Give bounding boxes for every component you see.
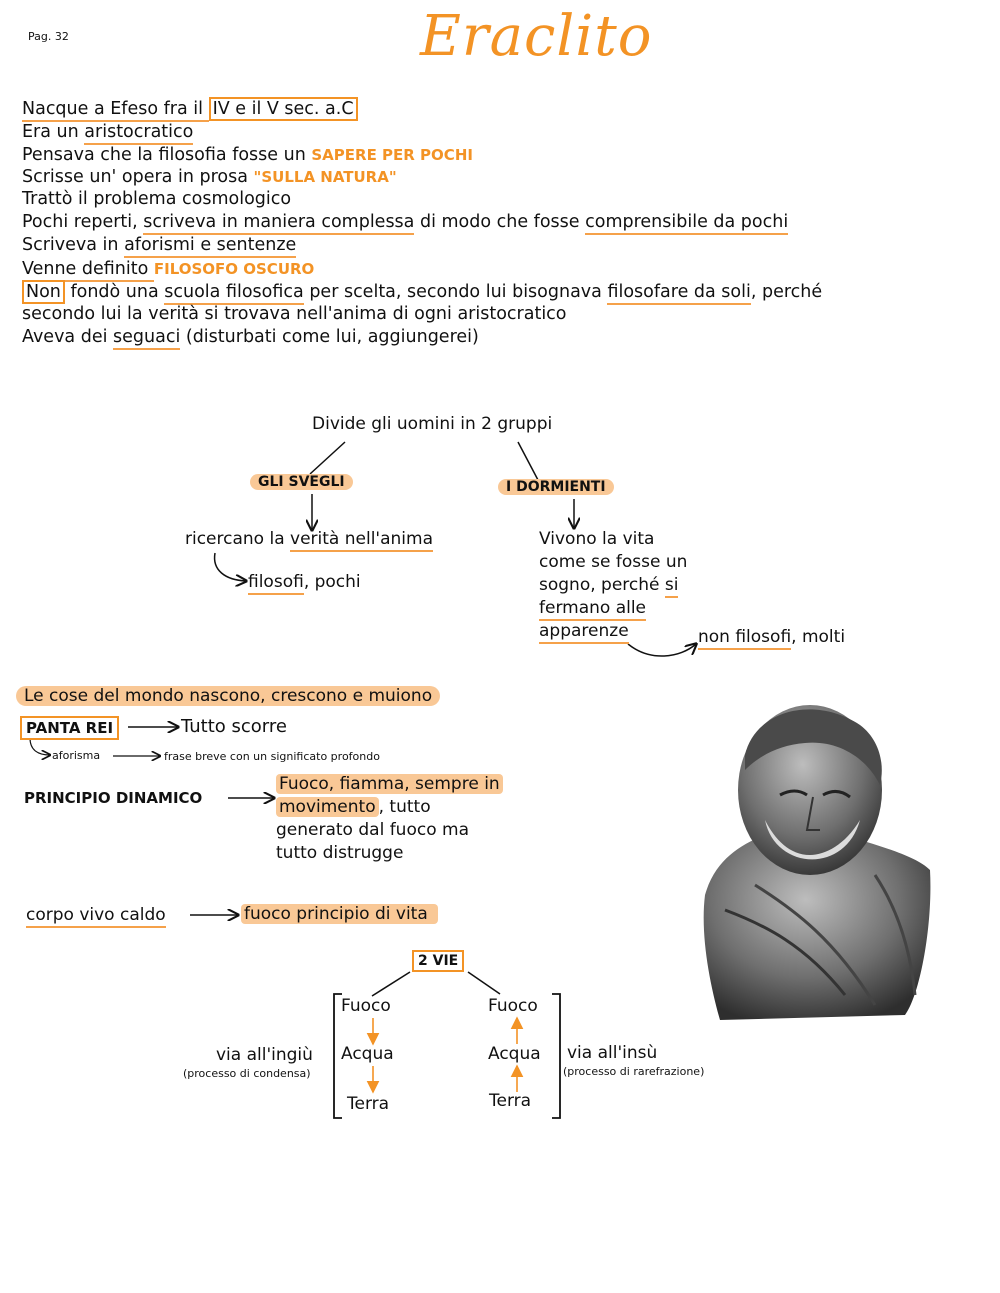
intro-line-work: Scrisse un' opera in prosa "SULLA NATURA"	[22, 167, 397, 187]
intro-line-reperti: Pochi reperti, scriveva in maniera complessa di modo che fosse comprensibile da pochi	[22, 211, 788, 233]
vie-left-fuoco: Fuoco	[341, 996, 391, 1016]
via-ingiu-label: via all'ingiù	[216, 1045, 313, 1065]
page-title: Eraclito	[420, 4, 653, 69]
aforisma-definition: frase breve con un significato profondo	[164, 750, 380, 763]
intro-line-aforismi: Scriveva in aforismi e sentenze	[22, 234, 296, 256]
dormienti-description: Vivono la vita come se fosse un sogno, perché si fermano alle apparenze	[539, 528, 687, 643]
intro-line-oscuro: Venne definito FILOSOFO OSCURO	[22, 258, 314, 280]
heraclitus-bust-image	[695, 695, 935, 1025]
vie-right-terra: Terra	[489, 1091, 532, 1111]
svegli-description: ricercano la verità nell'anima	[185, 529, 433, 549]
intro-line-birth: Nacque a Efeso fra il IV e il V sec. a.C	[22, 98, 358, 120]
svegli-result: filosofi, pochi	[248, 572, 361, 592]
vie-left-terra: Terra	[347, 1094, 390, 1114]
groups-root: Divide gli uomini in 2 gruppi	[312, 414, 553, 434]
intro-line-aristocrat: Era un aristocratico	[22, 121, 193, 143]
group-svegli-label: GLI SVEGLI	[250, 474, 353, 490]
principio-dinamico-label: PRINCIPIO DINAMICO	[24, 789, 203, 807]
flux-heading: Le cose del mondo nascono, crescono e muiono	[16, 686, 440, 706]
via-insu-note: (processo di rarefrazione)	[563, 1065, 705, 1078]
panta-rei-result: Tutto scorre	[181, 716, 287, 737]
intro-line-verita: secondo lui la verità si trovava nell'anima di ogni aristocratico	[22, 304, 567, 324]
vie-left-acqua: Acqua	[341, 1044, 394, 1064]
corpo-vivo-label: corpo vivo caldo	[26, 905, 166, 928]
fuoco-description: Fuoco, fiamma, sempre in movimento , tutto generato dal fuoco ma tutto distrugge	[276, 773, 503, 865]
via-insu-label: via all'insù	[567, 1043, 658, 1063]
intro-line-seguaci: Aveva dei seguaci (disturbati come lui, aggiungerei)	[22, 326, 479, 348]
vie-right-acqua: Acqua	[488, 1044, 541, 1064]
intro-line-scuola: Non fondò una scuola filosofica per scelta, secondo lui bisognava filosofare da soli, perché	[22, 281, 822, 303]
fuoco-principio-vita: fuoco principio di vita	[241, 904, 438, 924]
aforisma-label: aforisma	[52, 749, 101, 762]
intro-line-cosmology: Trattò il problema cosmologico	[22, 189, 292, 209]
group-dormienti-label: I DORMIENTI	[498, 479, 614, 495]
page-number: Pag. 32	[28, 30, 69, 43]
intro-line-philosophy: Pensava che la filosofia fosse un SAPERE PER POCHI	[22, 145, 473, 165]
due-vie-title: 2 VIE	[412, 950, 464, 972]
dormienti-result: non filosofi, molti	[698, 627, 845, 647]
via-ingiu-note: (processo di condensa)	[183, 1067, 311, 1080]
panta-rei-label: PANTA REI	[20, 716, 119, 740]
vie-right-fuoco: Fuoco	[488, 996, 538, 1016]
